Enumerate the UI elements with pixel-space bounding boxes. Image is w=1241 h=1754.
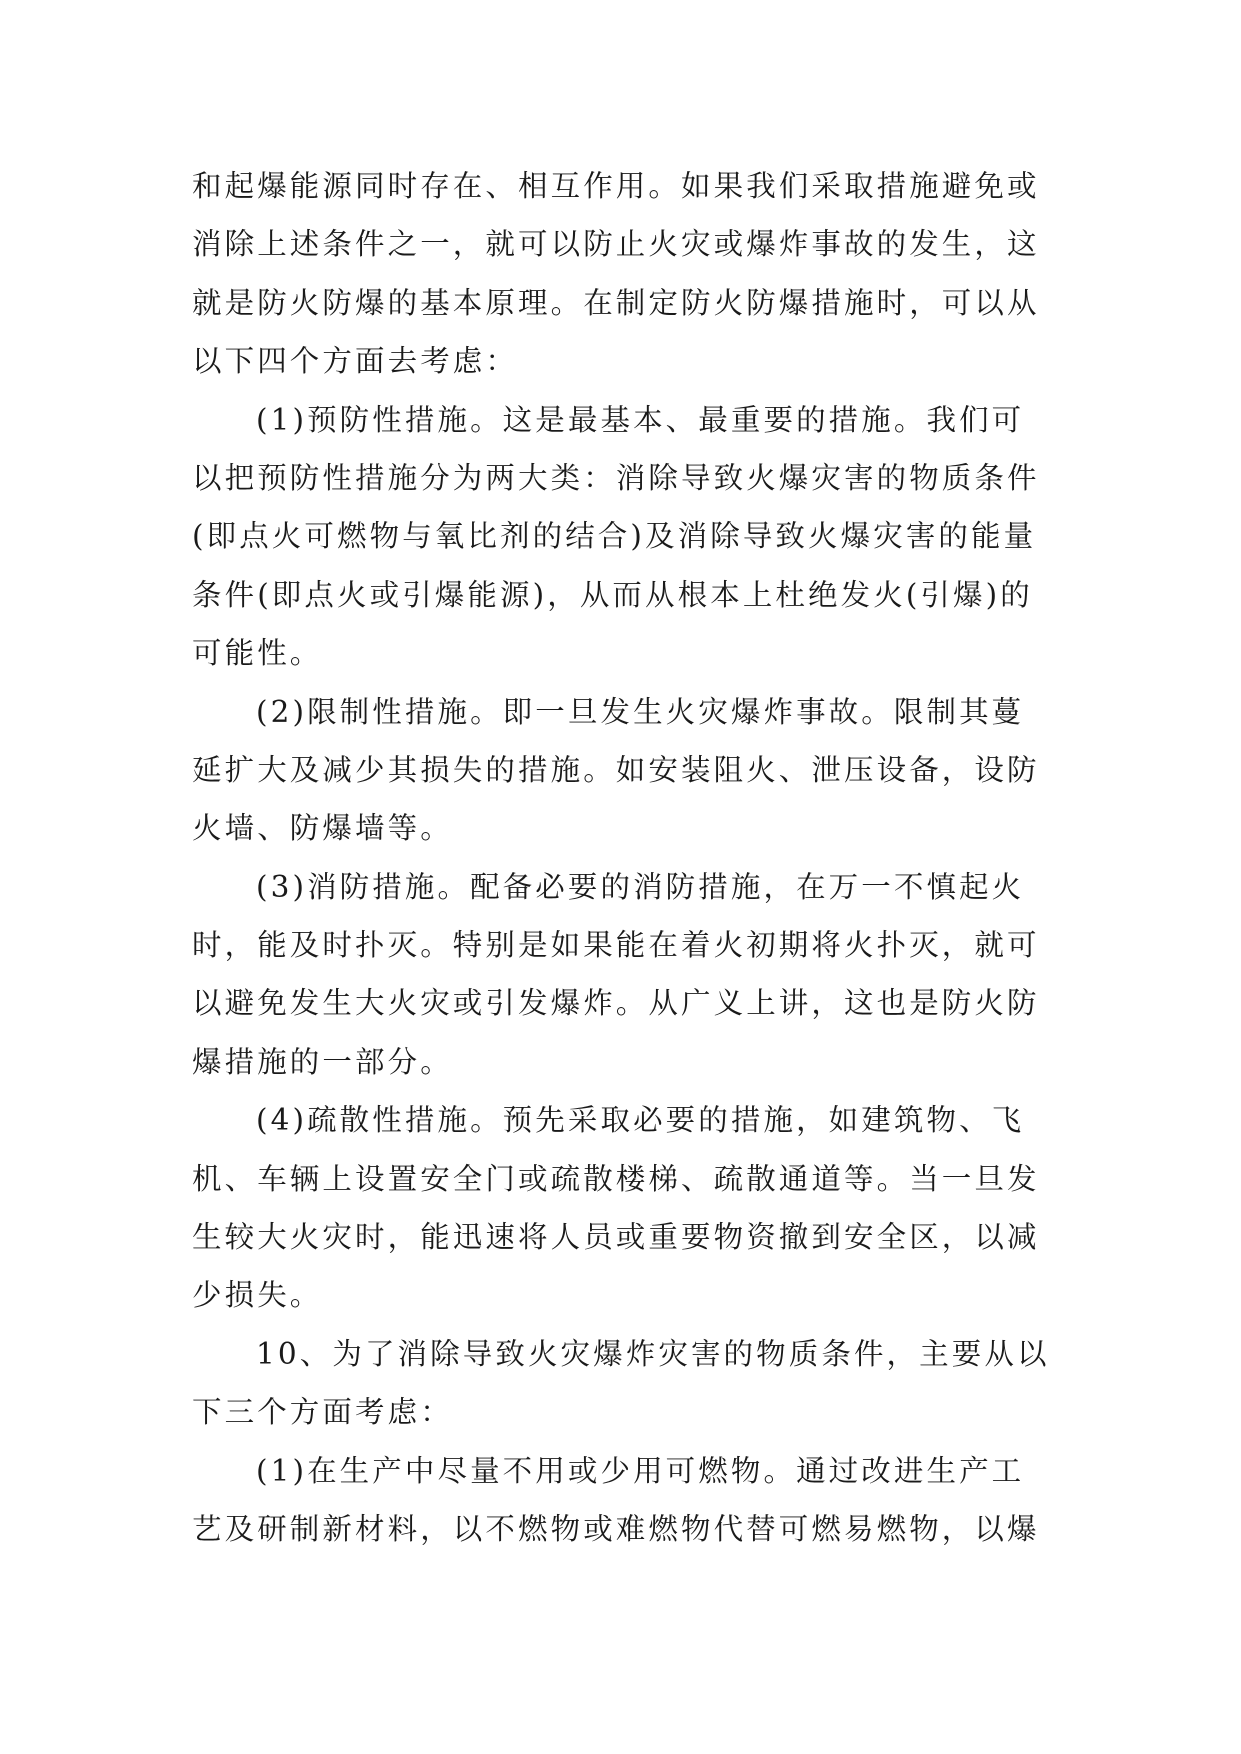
text-line: 条件(即点火或引爆能源)，从而从根本上杜绝发火(引爆)的 (192, 577, 1033, 612)
text-line: 机、车辆上设置安全门或疏散楼梯、疏散通道等。当一旦发 (192, 1161, 1040, 1196)
paragraph-first-line: (1)在生产中尽量不用或少用可燃物。通过改进生产工 (256, 1453, 1025, 1488)
paragraph-first-line: (4)疏散性措施。预先采取必要的措施，如建筑物、飞 (256, 1103, 1025, 1138)
text-line: 爆措施的一部分。 (192, 1044, 453, 1079)
text-line: 就是防火防爆的基本原理。在制定防火防爆措施时，可以从 (192, 285, 1040, 320)
text-line: 少损失。 (192, 1278, 323, 1313)
text-line: 火墙、防爆墙等。 (192, 811, 453, 846)
text-line: 消除上述条件之一，就可以防止火灾或爆炸事故的发生，这 (192, 227, 1040, 262)
text-line: 以下四个方面去考虑： (192, 344, 519, 379)
paragraph-first-line: (3)消防措施。配备必要的消防措施，在万一不慎起火 (256, 869, 1025, 904)
text-line: 延扩大及减少其损失的措施。如安装阻火、泄压设备，设防 (192, 752, 1040, 787)
text-line: 可能性。 (192, 636, 323, 671)
body-text (192, 157, 1052, 1558)
text-line: 艺及研制新材料，以不燃物或难燃物代替可燃易燃物，以爆 (192, 1511, 1040, 1546)
text-line: (即点火可燃物与氧比剂的结合)及消除导致火爆灾害的能量 (192, 519, 1037, 554)
text-line: 时，能及时扑灭。特别是如果能在着火初期将火扑灭，就可 (192, 928, 1040, 963)
text-line: 下三个方面考虑： (192, 1395, 453, 1430)
paragraph-first-line: 10、为了消除导致火灾爆炸灾害的物质条件，主要从以 (256, 1336, 1050, 1371)
paragraph-first-line: (2)限制性措施。即一旦发生火灾爆炸事故。限制其蔓 (256, 694, 1025, 729)
text-line: 和起爆能源同时存在、相互作用。如果我们采取措施避免或 (192, 169, 1040, 203)
paragraph-first-line: (1)预防性措施。这是最基本、最重要的措施。我们可 (256, 402, 1025, 437)
text-line: 生较大火灾时，能迅速将人员或重要物资撤到安全区，以减 (192, 1220, 1040, 1255)
text-line: 以避免发生大火灾或引发爆炸。从广义上讲，这也是防火防 (192, 986, 1040, 1021)
text-line: 以把预防性措施分为两大类：消除导致火爆灾害的物质条件 (192, 460, 1040, 495)
